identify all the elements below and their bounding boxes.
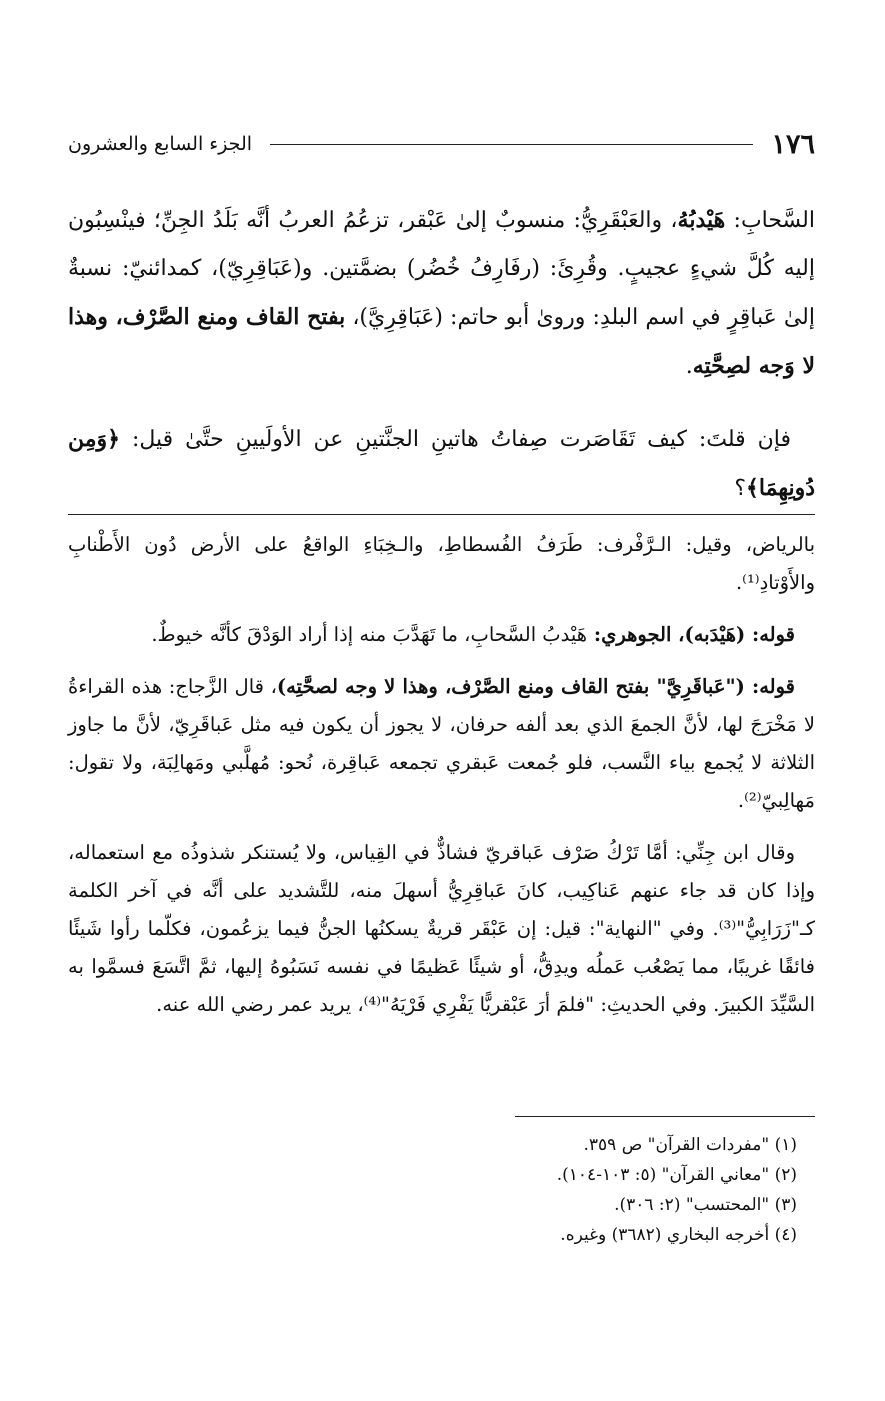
footnote-rule <box>515 1116 815 1117</box>
question-paragraph <box>68 415 815 513</box>
text-run: ، قال الزَّجاج: هذه القراءةُ لا مَخْرَجَ لها، لأنَّ الجمعَ الذي بعد ألفه حرفان، لا يجوز أن يكون فيه مثل عَباقَرِيّ، لأنَّ ما جاوز الثلاثة لا يُجمع بياء النَّسب، فلو جُمعت عَبقري تجمعه عَباقِرة، نُحو: مُهلَّبي ومَهالِبَة، ولا تقول: مَهالِبيّ⁽²⁾. <box>68 675 815 812</box>
bold-lemma: قوله: ("عَباقَرِيَّ" بفتح القاف ومنع الصَّرْف، وهذا لا وجه لصحَّتِه) <box>276 675 796 698</box>
bold-term: هَيْدبُهُ <box>677 207 726 233</box>
commentary-divider <box>68 514 815 515</box>
page-number: ١٧٦ <box>771 128 815 160</box>
header-rule <box>270 144 753 145</box>
footnote: (٤) أخرجه البخاري (٣٦٨٢) وغيره. <box>560 1225 797 1245</box>
bold-lemma: قوله: (هَيْدَبه)، الجوهري: <box>587 623 795 646</box>
text-run: ، والعَبْقَرِيُّ: منسوبٌ إلىٰ عَبْقر، تزعُمُ العربُ أنَّه بَلَدُ الجِنِّ؛ فينْسِبُون إليه كُلَّ شيءٍ عجيبٍ. وقُرِئَ: (رفَارِفُ خُضُر) بضمَّتين. و(عَبَاقِرِيّ)، كمدائنيّ: نسبةٌ إلىٰ عَباقِرٍ في اسم البلدِ: ورویٰ أبو حاتم: (عَبَاقِرِيَّ)، <box>68 208 815 330</box>
commentary-paragraph <box>68 616 815 654</box>
footnote: (١) "مفردات القرآن" ص ٣٥٩. <box>583 1135 797 1155</box>
text-run: هَيْدبُ السَّحابِ، ما تَهَدَّبَ منه إذا أراد الوَدْقَ كأنَّه خيوطٌ. <box>151 623 588 646</box>
footnote: (٣) "المحتسب" (٢: ٣٠٦). <box>614 1195 797 1215</box>
running-title: الجزء السابع والعشرون <box>68 133 253 155</box>
footnotes <box>68 1130 797 1250</box>
commentary-paragraph <box>68 668 815 820</box>
text-run: . <box>685 354 693 379</box>
quran-quote: ﴿وَمِن دُونِهِمَا﴾ <box>68 426 815 501</box>
commentary <box>68 526 815 1038</box>
text-run: السَّحابِ: <box>725 208 815 233</box>
commentary-paragraph: بالرياض، وقيل: الـرَّفْرف: طَرَفُ الفُسطاطِ، والـخِبَاءِ الواقعُ على الأرض دُون الأَطْنابِ والأَوْتادِ⁽¹⁾. <box>68 533 815 594</box>
text-run: فإن قلتَ: كيف تَقَاصَرت صِفاتُ هاتينِ الجنَّتينِ عن الأولَيينِ حتَّىٰ قيل: <box>120 427 791 452</box>
footnote: (٢) "معاني القرآن" (٥: ١٠٣-١٠٤). <box>556 1165 797 1185</box>
commentary-paragraph: وقال ابن جِنِّي: أمَّا تَرْكُ صَرْف عَباقريّ فشاذٌّ في القِياس، ولا يُستنكر شذوذُه مع استعماله، وإذا كان قد جاء عنهم عَناكِيب، كانَ عَباقِرِيُّ أسهلَ منه، للتَّشديد على أنَّه في آخر الكلمة كـ"زَرَابِيُّ"⁽³⁾. وفي "النهاية": قيل: إن عَبْقَر قريةٌ يسكنُها الجنُّ فيما يزعُمون، فكلّما رأوا شَيئًا فائقًا غريبًا، مما يَصْعُب عَملُه ويدِقُّ، أو شيئًا عَظيمًا في نفسه نَسَبُوهُ إليها، ثمَّ اتَّسَعَ فسمَّوا به السَّيِّدَ الكبيرَ. وفي الحديثِ: "فلمَ أرَ عَبْقريًّا يَفْرِي فَرْيَهُ"⁽⁴⁾، يريد عمر رضي الله عنه. <box>68 841 815 1016</box>
main-text <box>68 196 815 513</box>
page-header <box>68 124 815 164</box>
text-run: ؟ <box>734 476 746 501</box>
bold-phrase: بفتح القاف ومنع الصَّرْف، وهذا لا وَجه لصِحَّتِه <box>68 304 815 379</box>
main-paragraph <box>68 196 815 391</box>
